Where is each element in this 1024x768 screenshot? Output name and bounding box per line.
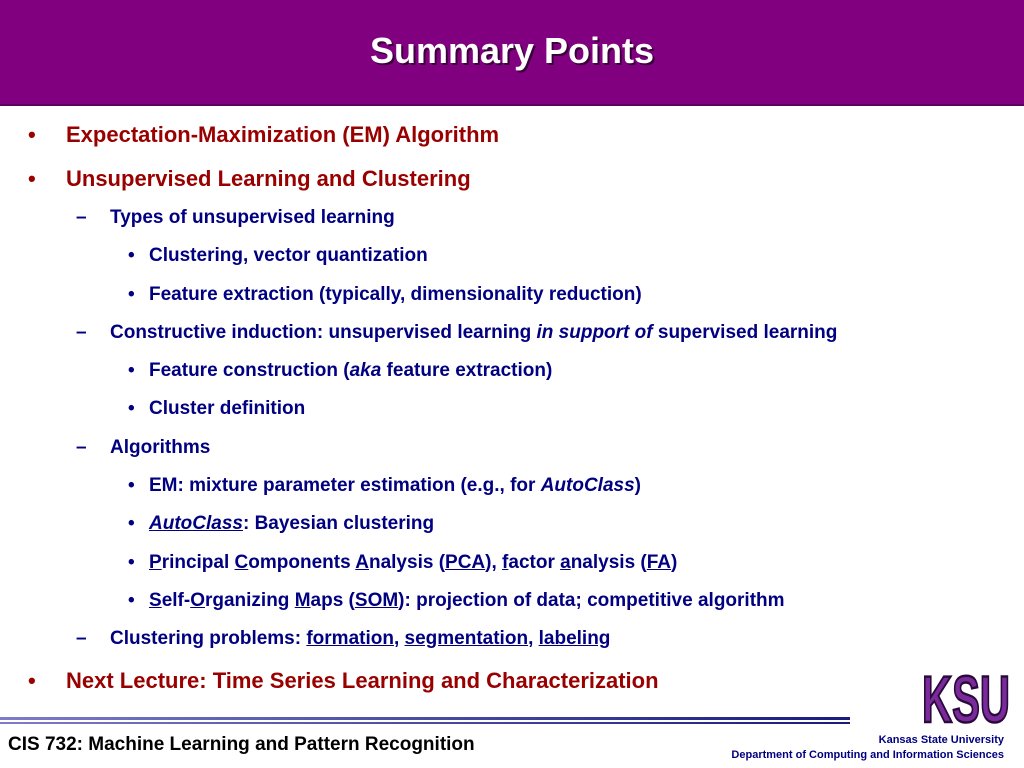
small-bullet-marker: • [128,552,135,573]
text-segment: omponents [248,552,356,573]
text-segment: , [528,628,539,649]
subsub-text [149,552,677,574]
text-segment: , [393,628,405,649]
text-segment: aps ( [310,590,355,611]
italic-phrase: aka [349,360,382,381]
sub-text: Algorithms [110,437,211,458]
subsub-text: Feature extraction (typically, dimensionality reduction) [149,284,642,305]
subsub-text: Cluster definition [149,398,306,419]
italic-phrase: AutoClass [540,475,635,496]
bullet-text: Unsupervised Learning and Clustering [66,166,471,191]
bullet-marker: • [28,122,36,147]
underlined-letter: a [560,552,571,573]
underlined-letter: P [149,552,162,573]
text-segment: nalysis ( [368,552,446,573]
underlined-letter: O [190,590,205,611]
labeling-link[interactable]: labeling [538,628,611,649]
text-segment: rincipal [161,552,235,573]
text-segment: EM: mixture parameter estimation (e.g., for [149,475,541,496]
course-title: CIS 732: Machine Learning and Pattern Recognition [8,734,475,755]
text-segment: ), [485,552,503,573]
sub-text [110,628,610,650]
dash-marker: – [76,437,87,458]
text-segment: actor [508,552,561,573]
title-bar [0,0,1024,106]
subsub-text [149,475,641,497]
small-bullet-marker: • [128,590,135,611]
dash-marker: – [76,322,87,343]
som-link[interactable]: SOM [354,590,399,611]
bullet-marker: • [28,668,36,693]
text-segment: ): projection of data; competitive algorithm [398,590,785,611]
text-segment: Feature construction ( [149,360,350,381]
bullet-text: Expectation-Maximization (EM) Algorithm [66,122,500,147]
formation-link[interactable]: formation [306,628,394,649]
text-segment: ) [671,552,678,573]
text-segment: ) [634,475,641,496]
bullet-text: Next Lecture: Time Series Learning and Characterization [66,668,659,693]
underlined-letter: M [294,590,311,611]
small-bullet-marker: • [128,513,135,534]
small-bullet-marker: • [128,245,135,266]
text-segment: supervised learning [652,322,838,343]
segmentation-link[interactable]: segmentation [404,628,529,649]
text-segment: rganizing [204,590,295,611]
text-segment: Constructive induction: unsupervised learning [110,322,537,343]
small-bullet-marker: • [128,398,135,419]
text-segment: nalysis ( [570,552,647,573]
dash-marker: – [76,628,87,649]
department-name: Department of Computing and Information Sciences [731,749,1004,761]
underlined-letter: S [149,590,162,611]
underlined-letter: f [502,552,509,573]
sub-text: Types of unsupervised learning [110,207,395,228]
text-segment: elf- [161,590,191,611]
text-segment: feature extraction) [381,360,553,381]
underlined-letter: C [234,552,249,573]
ksu-logo-graphic [920,664,1012,732]
small-bullet-marker: • [128,360,135,381]
footer-divider [0,717,850,720]
fa-link[interactable]: FA [646,552,672,573]
subsub-text [149,513,434,535]
slide-title: Summary Points [369,30,655,71]
bullet-marker: • [28,166,36,191]
subsub-text [149,590,785,612]
pca-link[interactable]: PCA [445,552,486,573]
italic-phrase: in support of [536,322,653,343]
university-name: Kansas State University [878,734,1004,746]
small-bullet-marker: • [128,475,135,496]
ksu-logo [920,664,1012,732]
subsub-text [149,360,552,382]
small-bullet-marker: • [128,284,135,305]
dash-marker: – [76,207,87,228]
sub-text [110,322,837,344]
ksu-logo-text: KSU [922,664,1010,732]
footer-divider [0,722,850,724]
text-segment: : Bayesian clustering [242,513,435,534]
subsub-text: Clustering, vector quantization [149,245,428,266]
underlined-letter: A [355,552,369,573]
autoclass-link[interactable]: AutoClass [149,513,243,534]
text-segment: Clustering problems: [110,628,307,649]
